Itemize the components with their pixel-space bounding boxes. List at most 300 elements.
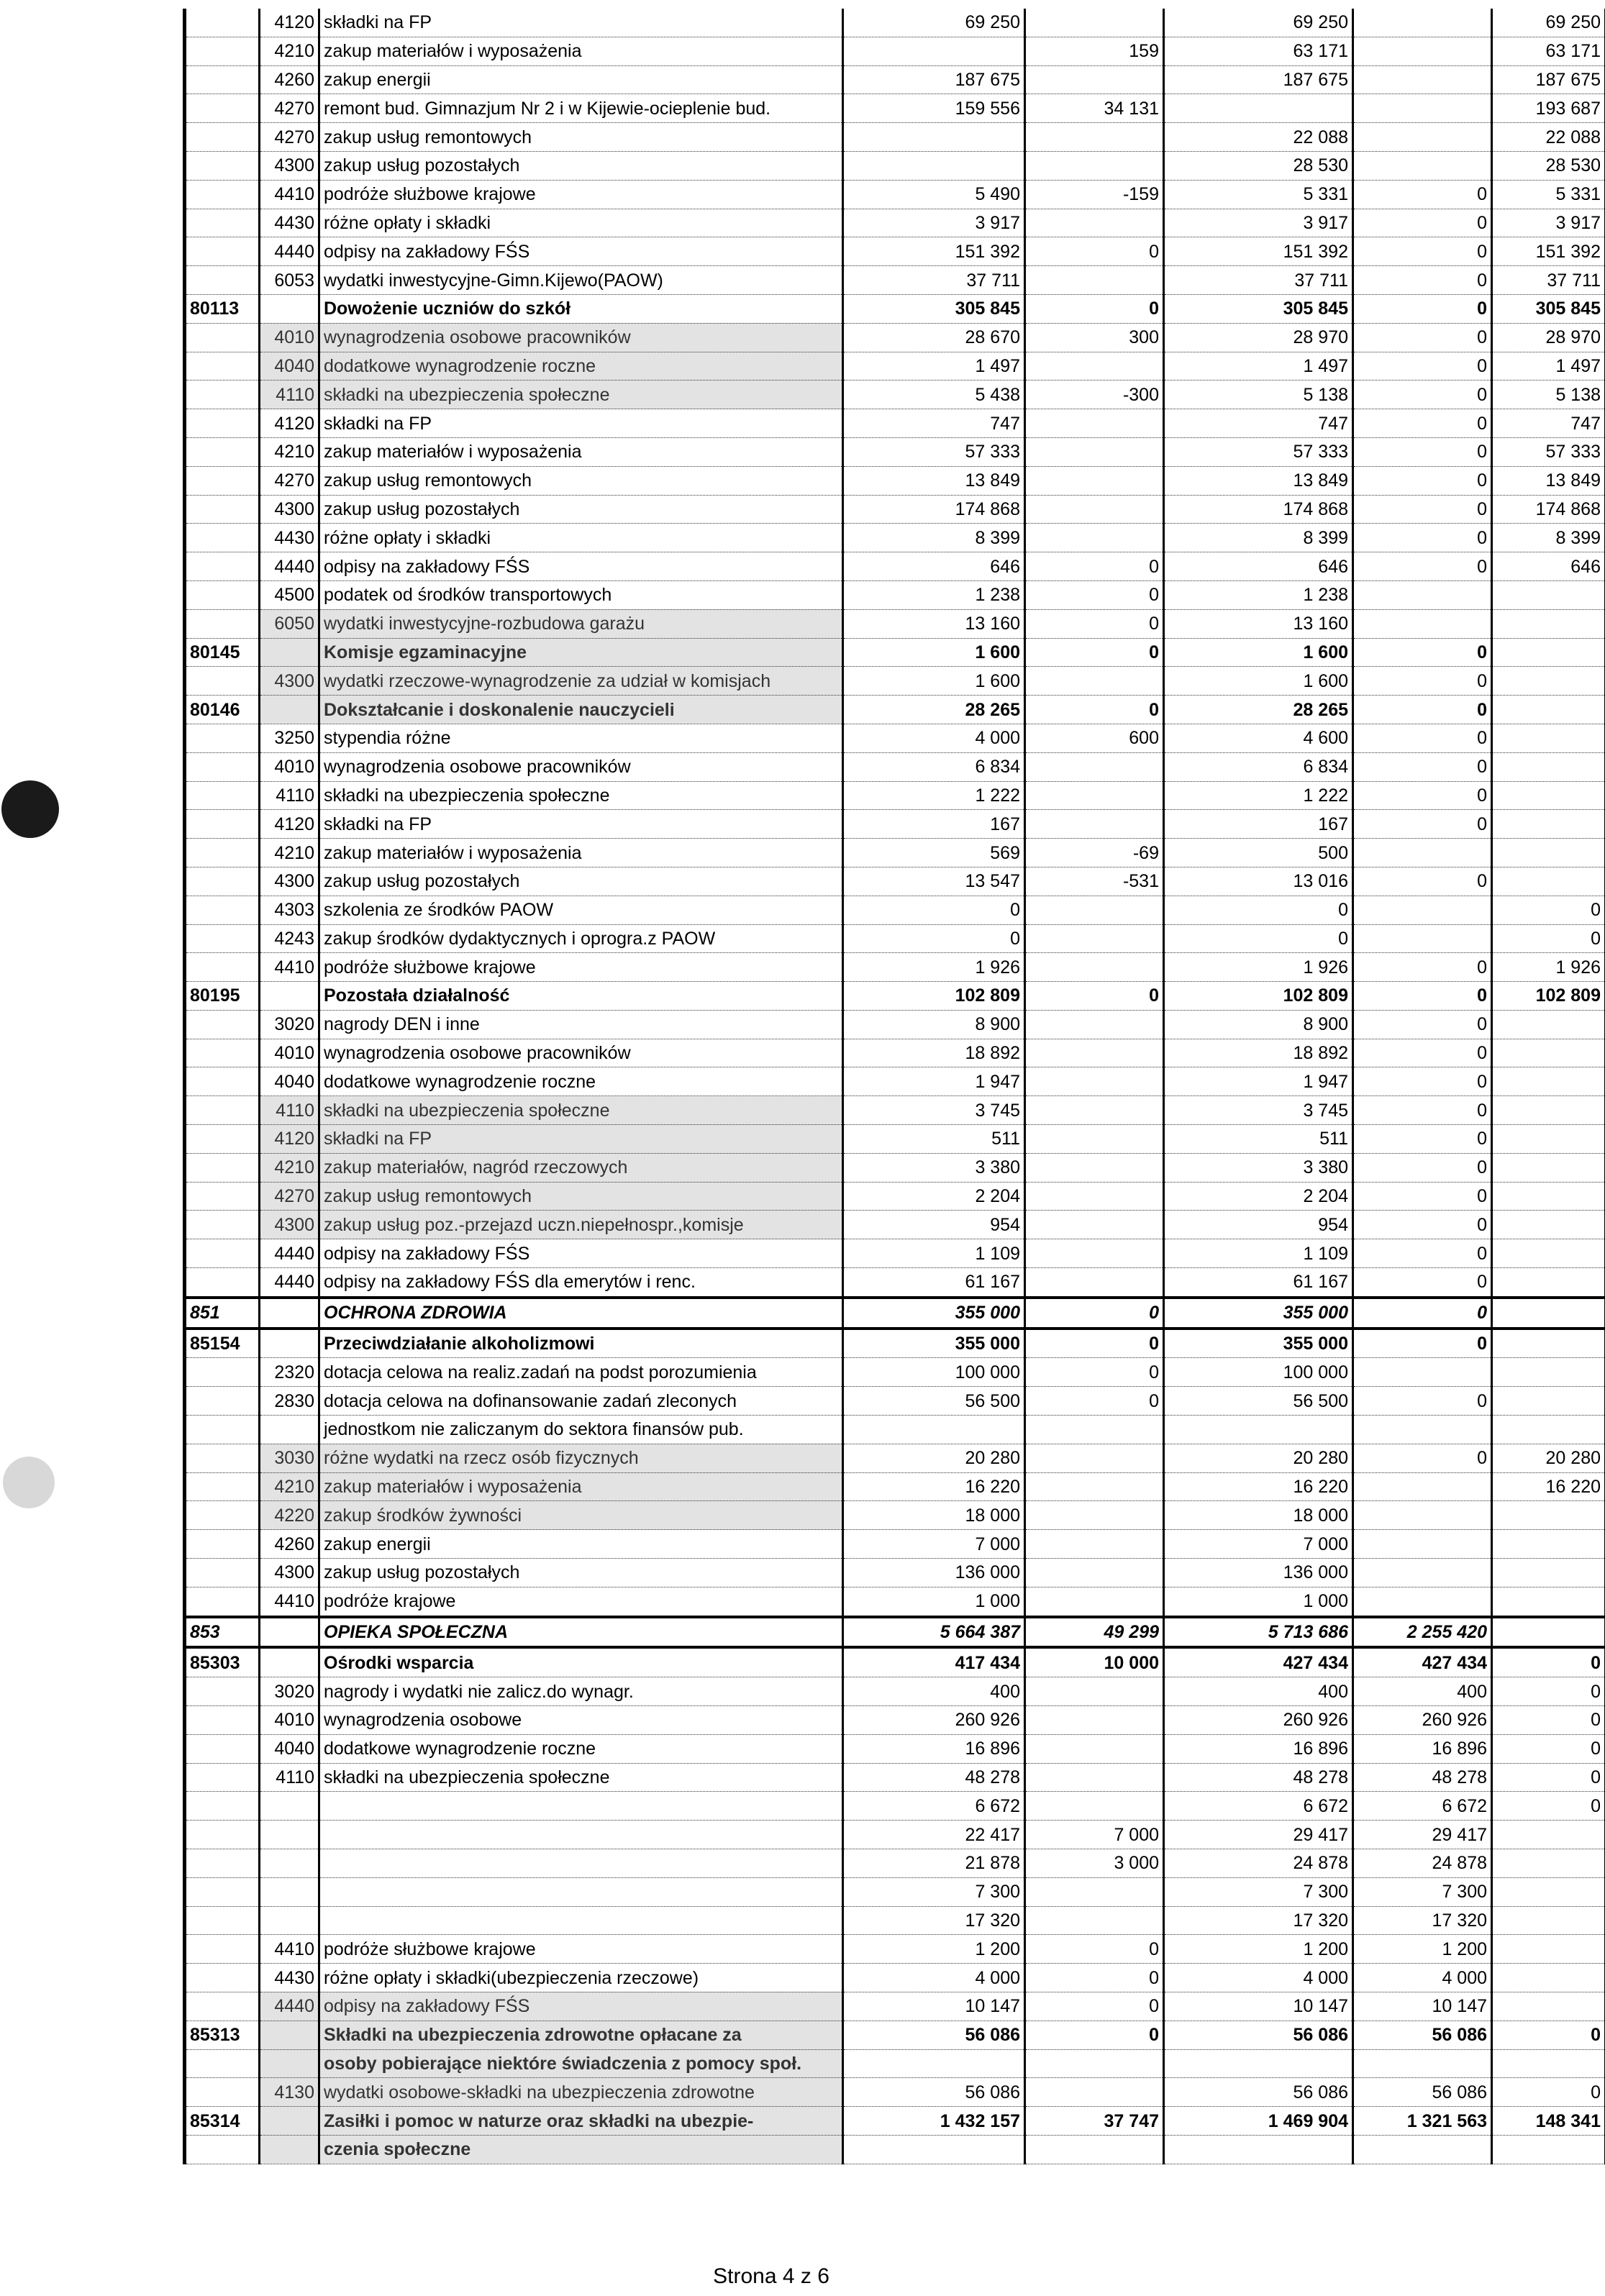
table-row <box>185 1849 1605 1878</box>
paragraph-code-cell: 4410 <box>260 180 319 209</box>
division-code-cell <box>185 1821 260 1849</box>
table-row <box>185 1821 1605 1849</box>
property-expenses-cell: 0 <box>1492 1734 1605 1763</box>
division-code-cell: 80195 <box>185 982 260 1011</box>
property-expenses-cell: 63 171 <box>1492 37 1605 65</box>
current-expenses-cell <box>1353 9 1492 37</box>
division-code-cell <box>185 352 260 381</box>
item-name-cell: zakup materiałów, nagród rzeczowych <box>319 1153 843 1182</box>
table-row <box>185 1125 1605 1154</box>
current-expenses-cell: 0 <box>1353 867 1492 896</box>
change-amount-cell: 0 <box>1025 982 1164 1011</box>
item-name-cell: zakup usług pozostałych <box>319 867 843 896</box>
current-expenses-cell: 260 926 <box>1353 1706 1492 1735</box>
property-expenses-cell <box>1492 2049 1605 2078</box>
plan-amount-cell: 69 250 <box>843 9 1025 37</box>
change-amount-cell: 0 <box>1025 1935 1164 1964</box>
plan-after-change-cell: 13 849 <box>1164 466 1353 495</box>
item-name-cell: dotacja celowa na dofinansowanie zadań zleconych <box>319 1387 843 1416</box>
plan-amount-cell: 1 432 157 <box>843 2107 1025 2136</box>
change-amount-cell <box>1025 1444 1164 1472</box>
table-row <box>185 123 1605 152</box>
division-code-cell <box>185 37 260 65</box>
current-expenses-cell: 0 <box>1353 1125 1492 1154</box>
property-expenses-cell: 0 <box>1492 1763 1605 1792</box>
property-expenses-cell <box>1492 1530 1605 1559</box>
paragraph-code-cell <box>260 1906 319 1935</box>
table-row <box>185 1358 1605 1387</box>
paragraph-code-cell: 4110 <box>260 781 319 810</box>
change-amount-cell <box>1025 1067 1164 1096</box>
change-amount-cell: 600 <box>1025 724 1164 752</box>
plan-amount-cell <box>843 1416 1025 1444</box>
division-code-cell <box>185 65 260 94</box>
property-expenses-cell <box>1492 1617 1605 1648</box>
plan-amount-cell: 16 896 <box>843 1734 1025 1763</box>
change-amount-cell <box>1025 1125 1164 1154</box>
division-code-cell <box>185 1125 260 1154</box>
division-code-cell <box>185 552 260 581</box>
current-expenses-cell: 0 <box>1353 724 1492 752</box>
plan-amount-cell: 0 <box>843 924 1025 953</box>
plan-amount-cell: 13 160 <box>843 609 1025 638</box>
plan-after-change-cell: 13 160 <box>1164 609 1353 638</box>
property-expenses-cell <box>1492 2135 1605 2164</box>
change-amount-cell <box>1025 1501 1164 1530</box>
item-name-cell: odpisy na zakładowy FŚS <box>319 1239 843 1268</box>
item-name-cell: podróże służbowe krajowe <box>319 1935 843 1964</box>
property-expenses-cell: 8 399 <box>1492 524 1605 552</box>
plan-amount-cell: 954 <box>843 1211 1025 1239</box>
item-name-cell: wydatki rzeczowe-wynagrodzenie za udział w komisjach <box>319 667 843 696</box>
division-code-cell <box>185 609 260 638</box>
change-amount-cell: 0 <box>1025 580 1164 609</box>
current-expenses-cell <box>1353 1587 1492 1616</box>
division-code-cell <box>185 810 260 839</box>
table-row <box>185 2049 1605 2078</box>
current-expenses-cell: 0 <box>1353 1096 1492 1125</box>
plan-after-change-cell: 56 086 <box>1164 2021 1353 2049</box>
plan-after-change-cell: 1 000 <box>1164 1587 1353 1616</box>
plan-after-change-cell: 1 109 <box>1164 1239 1353 1268</box>
property-expenses-cell <box>1492 839 1605 867</box>
item-name-cell: wynagrodzenia osobowe pracowników <box>319 1039 843 1067</box>
plan-after-change-cell: 18 000 <box>1164 1501 1353 1530</box>
paragraph-code-cell: 6050 <box>260 609 319 638</box>
property-expenses-cell <box>1492 580 1605 609</box>
property-expenses-cell: 0 <box>1492 1647 1605 1677</box>
paragraph-code-cell: 4440 <box>260 1239 319 1268</box>
plan-amount-cell: 1 222 <box>843 781 1025 810</box>
division-code-cell <box>185 896 260 924</box>
table-row <box>185 1153 1605 1182</box>
table-row <box>185 1182 1605 1211</box>
item-name-cell: dodatkowe wynagrodzenie roczne <box>319 1067 843 1096</box>
division-code-cell <box>185 437 260 466</box>
change-amount-cell <box>1025 266 1164 295</box>
budget-table <box>183 9 1605 2164</box>
table-row <box>185 638 1605 667</box>
plan-amount-cell: 355 000 <box>843 1329 1025 1358</box>
change-amount-cell <box>1025 65 1164 94</box>
paragraph-code-cell: 4260 <box>260 65 319 94</box>
paragraph-code-cell: 4260 <box>260 1530 319 1559</box>
table-row <box>185 2078 1605 2107</box>
table-row <box>185 1501 1605 1530</box>
paragraph-code-cell: 4440 <box>260 237 319 266</box>
plan-after-change-cell: 1 600 <box>1164 638 1353 667</box>
table-row <box>185 1587 1605 1616</box>
item-name-cell <box>319 1849 843 1878</box>
current-expenses-cell: 0 <box>1353 1329 1492 1358</box>
plan-amount-cell: 8 399 <box>843 524 1025 552</box>
paragraph-code-cell <box>260 638 319 667</box>
table-row <box>185 1617 1605 1648</box>
change-amount-cell <box>1025 1734 1164 1763</box>
plan-after-change-cell: 355 000 <box>1164 1329 1353 1358</box>
current-expenses-cell: 56 086 <box>1353 2078 1492 2107</box>
paragraph-code-cell: 4270 <box>260 1182 319 1211</box>
current-expenses-cell <box>1353 1416 1492 1444</box>
division-code-cell <box>185 94 260 123</box>
division-code-cell <box>185 1906 260 1935</box>
division-code-cell <box>185 2078 260 2107</box>
plan-after-change-cell: 5 331 <box>1164 180 1353 209</box>
current-expenses-cell: 7 300 <box>1353 1877 1492 1906</box>
item-name-cell: odpisy na zakładowy FŚS <box>319 552 843 581</box>
plan-amount-cell: 22 417 <box>843 1821 1025 1849</box>
change-amount-cell <box>1025 1587 1164 1616</box>
current-expenses-cell: 0 <box>1353 323 1492 352</box>
division-code-cell <box>185 1849 260 1878</box>
paragraph-code-cell <box>260 1416 319 1444</box>
plan-after-change-cell: 29 417 <box>1164 1821 1353 1849</box>
table-row <box>185 1096 1605 1125</box>
plan-after-change-cell: 0 <box>1164 924 1353 953</box>
item-name-cell: zakup usług pozostałych <box>319 1559 843 1587</box>
plan-amount-cell: 56 086 <box>843 2021 1025 2049</box>
plan-amount-cell <box>843 151 1025 180</box>
table-row <box>185 409 1605 438</box>
item-name-cell: zakup usług poz.-przejazd uczn.niepełnospr.,komisje <box>319 1211 843 1239</box>
current-expenses-cell: 0 <box>1353 781 1492 810</box>
property-expenses-cell: 5 331 <box>1492 180 1605 209</box>
property-expenses-cell <box>1492 1268 1605 1298</box>
plan-amount-cell: 1 000 <box>843 1587 1025 1616</box>
item-name-cell: składki na ubezpieczenia społeczne <box>319 1096 843 1125</box>
paragraph-code-cell: 4243 <box>260 924 319 953</box>
item-name-cell: Przeciwdziałanie alkoholizmowi <box>319 1329 843 1358</box>
plan-amount-cell: 4 000 <box>843 1964 1025 1992</box>
change-amount-cell: 0 <box>1025 696 1164 724</box>
current-expenses-cell: 1 321 563 <box>1353 2107 1492 2136</box>
paragraph-code-cell <box>260 1821 319 1849</box>
paragraph-code-cell: 4270 <box>260 466 319 495</box>
plan-after-change-cell: 24 878 <box>1164 1849 1353 1878</box>
plan-after-change-cell: 61 167 <box>1164 1268 1353 1298</box>
item-name-cell: podróże służbowe krajowe <box>319 953 843 982</box>
current-expenses-cell <box>1353 839 1492 867</box>
plan-after-change-cell: 747 <box>1164 409 1353 438</box>
current-expenses-cell: 56 086 <box>1353 2021 1492 2049</box>
plan-after-change-cell: 355 000 <box>1164 1298 1353 1329</box>
item-name-cell: OCHRONA ZDROWIA <box>319 1298 843 1329</box>
change-amount-cell: 0 <box>1025 1387 1164 1416</box>
plan-amount-cell: 61 167 <box>843 1268 1025 1298</box>
plan-amount-cell: 20 280 <box>843 1444 1025 1472</box>
item-name-cell: różne opłaty i składki <box>319 524 843 552</box>
plan-after-change-cell: 3 917 <box>1164 209 1353 237</box>
plan-after-change-cell: 1 497 <box>1164 352 1353 381</box>
change-amount-cell <box>1025 1792 1164 1821</box>
change-amount-cell: 0 <box>1025 1298 1164 1329</box>
table-row <box>185 580 1605 609</box>
current-expenses-cell: 0 <box>1353 237 1492 266</box>
paragraph-code-cell: 4110 <box>260 381 319 409</box>
current-expenses-cell: 0 <box>1353 1067 1492 1096</box>
paragraph-code-cell: 4270 <box>260 123 319 152</box>
table-row <box>185 1416 1605 1444</box>
change-amount-cell <box>1025 752 1164 781</box>
property-expenses-cell <box>1492 1849 1605 1878</box>
division-code-cell <box>185 1501 260 1530</box>
current-expenses-cell: 2 255 420 <box>1353 1617 1492 1648</box>
table-row <box>185 896 1605 924</box>
change-amount-cell: 0 <box>1025 294 1164 323</box>
table-row <box>185 2107 1605 2136</box>
division-code-cell: 853 <box>185 1617 260 1648</box>
plan-amount-cell: 1 600 <box>843 667 1025 696</box>
plan-amount-cell: 5 438 <box>843 381 1025 409</box>
change-amount-cell <box>1025 896 1164 924</box>
change-amount-cell: 300 <box>1025 323 1164 352</box>
current-expenses-cell <box>1353 1530 1492 1559</box>
plan-amount-cell: 4 000 <box>843 724 1025 752</box>
current-expenses-cell: 0 <box>1353 1010 1492 1039</box>
plan-amount-cell: 6 834 <box>843 752 1025 781</box>
division-code-cell <box>185 151 260 180</box>
plan-after-change-cell: 56 500 <box>1164 1387 1353 1416</box>
change-amount-cell: 0 <box>1025 552 1164 581</box>
paragraph-code-cell <box>260 1617 319 1648</box>
current-expenses-cell: 0 <box>1353 752 1492 781</box>
plan-amount-cell: 28 265 <box>843 696 1025 724</box>
current-expenses-cell: 10 147 <box>1353 1992 1492 2021</box>
plan-amount-cell: 1 497 <box>843 352 1025 381</box>
current-expenses-cell: 0 <box>1353 1239 1492 1268</box>
current-expenses-cell: 0 <box>1353 1182 1492 1211</box>
paragraph-code-cell: 4300 <box>260 867 319 896</box>
division-code-cell <box>185 1039 260 1067</box>
plan-after-change-cell <box>1164 2135 1353 2164</box>
item-name-cell: wydatki inwestycyjne-rozbudowa garażu <box>319 609 843 638</box>
table-row <box>185 781 1605 810</box>
paragraph-code-cell: 4300 <box>260 151 319 180</box>
plan-after-change-cell: 69 250 <box>1164 9 1353 37</box>
change-amount-cell: 34 131 <box>1025 94 1164 123</box>
current-expenses-cell: 0 <box>1353 552 1492 581</box>
plan-after-change-cell: 56 086 <box>1164 2078 1353 2107</box>
item-name-cell: wynagrodzenia osobowe <box>319 1706 843 1735</box>
table-row <box>185 667 1605 696</box>
item-name-cell: podatek od środków transportowych <box>319 580 843 609</box>
table-row <box>185 1444 1605 1472</box>
division-code-cell <box>185 1182 260 1211</box>
current-expenses-cell: 0 <box>1353 409 1492 438</box>
division-code-cell <box>185 2049 260 2078</box>
plan-amount-cell: 511 <box>843 1125 1025 1154</box>
table-row <box>185 437 1605 466</box>
property-expenses-cell: 1 926 <box>1492 953 1605 982</box>
current-expenses-cell: 16 896 <box>1353 1734 1492 1763</box>
plan-after-change-cell: 151 392 <box>1164 237 1353 266</box>
division-code-cell <box>185 466 260 495</box>
paragraph-code-cell: 4110 <box>260 1763 319 1792</box>
paragraph-code-cell: 4430 <box>260 524 319 552</box>
plan-amount-cell: 2 204 <box>843 1182 1025 1211</box>
table-row <box>185 609 1605 638</box>
division-code-cell <box>185 1387 260 1416</box>
paragraph-code-cell: 4220 <box>260 1501 319 1530</box>
table-row <box>185 94 1605 123</box>
current-expenses-cell <box>1353 37 1492 65</box>
change-amount-cell: 10 000 <box>1025 1647 1164 1677</box>
plan-after-change-cell: 4 600 <box>1164 724 1353 752</box>
division-code-cell <box>185 9 260 37</box>
plan-amount-cell: 100 000 <box>843 1358 1025 1387</box>
item-name-cell: zakup materiałów i wyposażenia <box>319 839 843 867</box>
plan-after-change-cell: 8 399 <box>1164 524 1353 552</box>
current-expenses-cell: 29 417 <box>1353 1821 1492 1849</box>
property-expenses-cell: 28 530 <box>1492 151 1605 180</box>
property-expenses-cell: 3 917 <box>1492 209 1605 237</box>
property-expenses-cell <box>1492 1096 1605 1125</box>
paragraph-code-cell: 3250 <box>260 724 319 752</box>
plan-after-change-cell: 500 <box>1164 839 1353 867</box>
plan-amount-cell: 56 086 <box>843 2078 1025 2107</box>
change-amount-cell <box>1025 352 1164 381</box>
table-row <box>185 151 1605 180</box>
plan-after-change-cell: 18 892 <box>1164 1039 1353 1067</box>
item-name-cell: nagrody i wydatki nie zalicz.do wynagr. <box>319 1677 843 1706</box>
item-name-cell <box>319 1792 843 1821</box>
plan-after-change-cell <box>1164 1416 1353 1444</box>
plan-after-change-cell: 8 900 <box>1164 1010 1353 1039</box>
table-row <box>185 552 1605 581</box>
change-amount-cell <box>1025 1706 1164 1735</box>
plan-after-change-cell: 48 278 <box>1164 1763 1353 1792</box>
plan-after-change-cell <box>1164 2049 1353 2078</box>
plan-after-change-cell: 174 868 <box>1164 495 1353 524</box>
table-row <box>185 953 1605 982</box>
item-name-cell: zakup usług remontowych <box>319 466 843 495</box>
paragraph-code-cell: 4010 <box>260 323 319 352</box>
paragraph-code-cell: 4410 <box>260 953 319 982</box>
item-name-cell: zakup usług remontowych <box>319 123 843 152</box>
division-code-cell <box>185 1211 260 1239</box>
current-expenses-cell: 0 <box>1353 209 1492 237</box>
plan-after-change-cell: 3 380 <box>1164 1153 1353 1182</box>
property-expenses-cell: 69 250 <box>1492 9 1605 37</box>
current-expenses-cell: 0 <box>1353 982 1492 1011</box>
paragraph-code-cell: 4120 <box>260 409 319 438</box>
current-expenses-cell <box>1353 1501 1492 1530</box>
table-row <box>185 1472 1605 1501</box>
division-code-cell <box>185 724 260 752</box>
current-expenses-cell: 0 <box>1353 437 1492 466</box>
plan-amount-cell: 1 947 <box>843 1067 1025 1096</box>
property-expenses-cell: 37 711 <box>1492 266 1605 295</box>
plan-after-change-cell: 10 147 <box>1164 1992 1353 2021</box>
page-footer: Strona 4 z 6 <box>713 2264 829 2288</box>
change-amount-cell <box>1025 2049 1164 2078</box>
property-expenses-cell: 16 220 <box>1492 1472 1605 1501</box>
division-code-cell <box>185 1734 260 1763</box>
item-name-cell: składki na FP <box>319 810 843 839</box>
property-expenses-cell <box>1492 1239 1605 1268</box>
division-code-cell <box>185 1153 260 1182</box>
current-expenses-cell <box>1353 1472 1492 1501</box>
plan-amount-cell: 1 600 <box>843 638 1025 667</box>
paragraph-code-cell <box>260 2135 319 2164</box>
change-amount-cell: -159 <box>1025 180 1164 209</box>
paragraph-code-cell <box>260 1329 319 1358</box>
table-row <box>185 867 1605 896</box>
property-expenses-cell: 1 497 <box>1492 352 1605 381</box>
plan-after-change-cell: 28 530 <box>1164 151 1353 180</box>
item-name-cell: OPIEKA SPOŁECZNA <box>319 1617 843 1648</box>
table-row <box>185 1268 1605 1298</box>
current-expenses-cell: 0 <box>1353 1387 1492 1416</box>
item-name-cell: podróże służbowe krajowe <box>319 180 843 209</box>
division-code-cell <box>185 781 260 810</box>
change-amount-cell <box>1025 924 1164 953</box>
property-expenses-cell: 28 970 <box>1492 323 1605 352</box>
plan-amount-cell: 48 278 <box>843 1763 1025 1792</box>
plan-amount-cell: 0 <box>843 896 1025 924</box>
change-amount-cell: 37 747 <box>1025 2107 1164 2136</box>
item-name-cell: remont bud. Gimnazjum Nr 2 i w Kijewie-ocieplenie bud. <box>319 94 843 123</box>
item-name-cell: odpisy na zakładowy FŚS <box>319 1992 843 2021</box>
plan-after-change-cell: 22 088 <box>1164 123 1353 152</box>
change-amount-cell <box>1025 1211 1164 1239</box>
division-code-cell <box>185 1792 260 1821</box>
table-row <box>185 1734 1605 1763</box>
paragraph-code-cell: 4120 <box>260 810 319 839</box>
item-name-cell: Ośrodki wsparcia <box>319 1647 843 1677</box>
current-expenses-cell: 48 278 <box>1353 1763 1492 1792</box>
property-expenses-cell <box>1492 1358 1605 1387</box>
current-expenses-cell <box>1353 65 1492 94</box>
paragraph-code-cell: 4210 <box>260 839 319 867</box>
item-name-cell <box>319 1877 843 1906</box>
property-expenses-cell <box>1492 667 1605 696</box>
item-name-cell: zakup usług pozostałych <box>319 151 843 180</box>
table-row <box>185 1039 1605 1067</box>
property-expenses-cell: 5 138 <box>1492 381 1605 409</box>
item-name-cell: składki na FP <box>319 9 843 37</box>
division-code-cell: 80145 <box>185 638 260 667</box>
change-amount-cell <box>1025 1096 1164 1125</box>
item-name-cell: wydatki inwestycyjne-Gimn.Kijewo(PAOW) <box>319 266 843 295</box>
change-amount-cell: 0 <box>1025 2021 1164 2049</box>
item-name-cell: zakup materiałów i wyposażenia <box>319 1472 843 1501</box>
plan-amount-cell: 13 547 <box>843 867 1025 896</box>
plan-amount-cell: 8 900 <box>843 1010 1025 1039</box>
change-amount-cell <box>1025 409 1164 438</box>
paragraph-code-cell <box>260 2107 319 2136</box>
division-code-cell <box>185 1964 260 1992</box>
